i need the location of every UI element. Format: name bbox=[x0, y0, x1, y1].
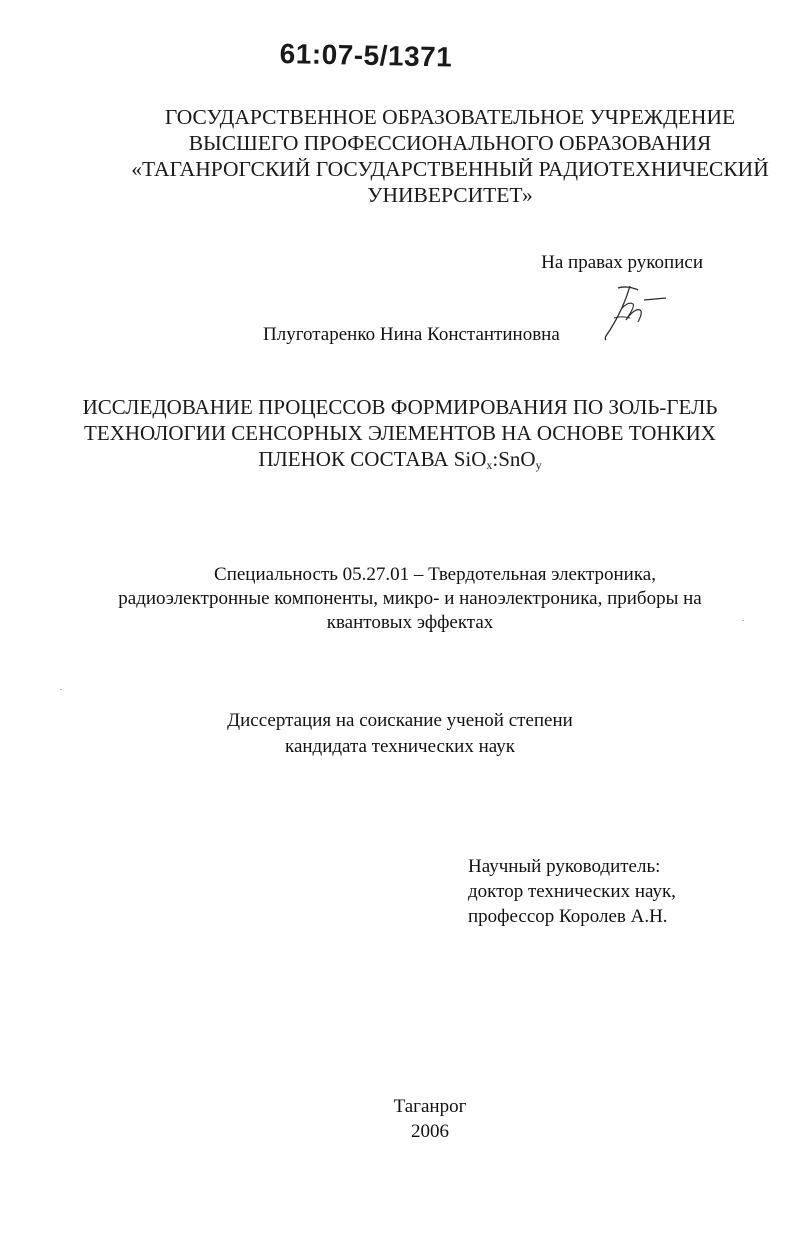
specialty-line: радиоэлектронные компоненты, микро- и наноэлектроника, приборы на bbox=[118, 588, 702, 609]
institution-name bbox=[120, 107, 780, 211]
city-year bbox=[0, 1097, 793, 1147]
supervisor-line: профессор Королев А.Н. bbox=[468, 906, 668, 927]
title-line-text: ПЛЕНОК СОСТАВА bbox=[258, 447, 454, 471]
year: 2006 bbox=[411, 1121, 449, 1142]
supervisor-line: Научный руководитель: bbox=[468, 856, 661, 877]
title-line bbox=[60, 449, 740, 475]
supervisor bbox=[468, 857, 676, 932]
archive-stamp: 61:07-5/1371 bbox=[279, 38, 453, 73]
institution-line: ВЫСШЕГО ПРОФЕССИОНАЛЬНОГО ОБРАЗОВАНИЯ bbox=[188, 131, 712, 155]
institution-line: «ТАГАНРОГСКИЙ ГОСУДАРСТВЕННЫЙ РАДИОТЕХНИЧЕСКИЙ bbox=[131, 157, 769, 181]
scan-speck bbox=[742, 620, 744, 621]
supervisor-line: доктор технических наук, bbox=[468, 881, 676, 902]
author-signature bbox=[600, 278, 680, 348]
specialty bbox=[80, 565, 740, 637]
formula-subscript: x bbox=[486, 458, 493, 472]
author-name: Плуготаренко Нина Константиновна bbox=[263, 324, 560, 345]
formula-tin-oxide: SnO bbox=[498, 447, 536, 471]
institution-line: УНИВЕРСИТЕТ» bbox=[367, 183, 533, 207]
specialty-line: Специальность 05.27.01 – Твердотельная электроника, bbox=[214, 564, 656, 585]
scan-speck bbox=[60, 689, 62, 690]
degree-statement bbox=[150, 711, 650, 763]
formula-subscript: y bbox=[535, 458, 542, 472]
manuscript-rights: На правах рукописи bbox=[541, 252, 703, 273]
formula-separator: : bbox=[492, 447, 499, 471]
city: Таганрог bbox=[393, 1096, 467, 1117]
specialty-line: квантовых эффектах bbox=[326, 612, 494, 633]
institution-line: ГОСУДАРСТВЕННОЕ ОБРАЗОВАТЕЛЬНОЕ УЧРЕЖДЕНИЕ bbox=[164, 105, 736, 129]
title-line: ТЕХНОЛОГИИ СЕНСОРНЫХ ЭЛЕМЕНТОВ НА ОСНОВЕ ТОНКИХ bbox=[84, 421, 716, 445]
title-line: ИССЛЕДОВАНИЕ ПРОЦЕССОВ ФОРМИРОВАНИЯ ПО ЗОЛЬ-ГЕЛЬ bbox=[82, 395, 718, 419]
formula-silicon-oxide: SiO bbox=[453, 447, 487, 471]
thesis-title bbox=[60, 397, 740, 475]
degree-line: кандидата технических наук bbox=[285, 736, 515, 757]
degree-line: Диссертация на соискание ученой степени bbox=[227, 710, 573, 731]
